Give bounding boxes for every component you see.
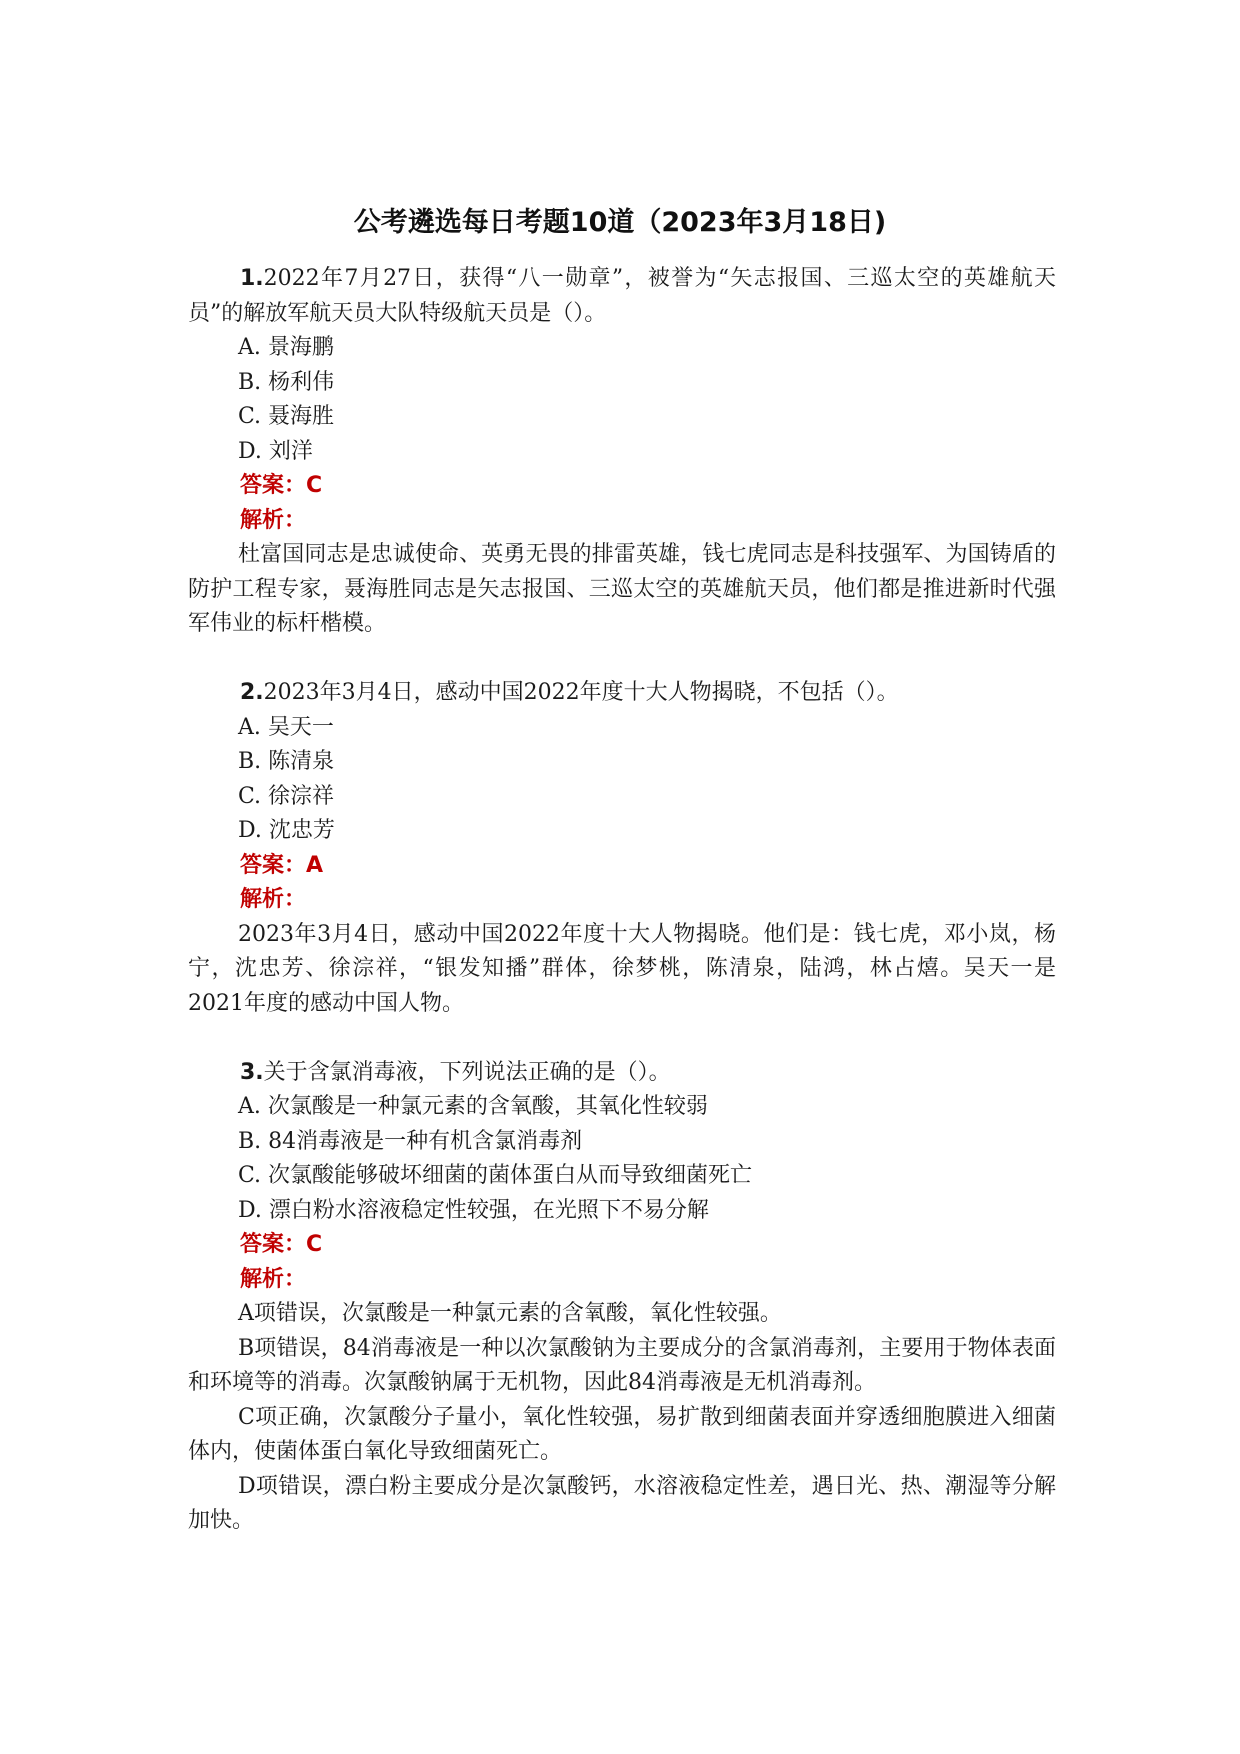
question-text: 关于含氯消毒液，下列说法正确的是（）。 bbox=[263, 1059, 671, 1085]
question-list bbox=[188, 262, 1056, 1573]
analysis-paragraph: D项错误，漂白粉主要成分是次氯酸钙，水溶液稳定性差，遇日光、热、潮湿等分解加快。 bbox=[188, 1473, 1056, 1533]
question-number: 2. bbox=[240, 680, 264, 705]
answer-prefix: 答案： bbox=[240, 473, 307, 498]
answer-line bbox=[188, 849, 1056, 884]
analysis-paragraph: C项正确，次氯酸分子量小，氧化性较强，易扩散到细菌表面并穿透细胞膜进入细菌体内，使菌体蛋白氧化导致细菌死亡。 bbox=[188, 1404, 1056, 1464]
question-stem bbox=[188, 262, 1056, 331]
answer-value: C bbox=[306, 1232, 323, 1257]
answer-line bbox=[188, 1228, 1056, 1263]
analysis-paragraph: 杜富国同志是忠诚使命、英勇无畏的排雷英雄，钱七虎同志是科技强军、为国铸盾的防护工程专家，聂海胜同志是矢志报国、三巡太空的英雄航天员，他们都是推进新时代强军伟业的标杆楷模。 bbox=[188, 542, 1056, 636]
option-a: A. 次氯酸是一种氯元素的含氧酸，其氧化性较弱 bbox=[238, 1094, 708, 1119]
question-3 bbox=[188, 1056, 1056, 1539]
question-text: 2022年7月27日，获得“八一勋章”，被誉为“矢志报国、三巡太空的英雄航天员”的解放军航天员大队特级航天员是（）。 bbox=[188, 266, 1056, 326]
option-a: A. 吴天一 bbox=[238, 714, 334, 740]
question-2 bbox=[188, 676, 1056, 1021]
question-text: 2023年3月4日，感动中国2022年度十大人物揭晓，不包括（）。 bbox=[263, 680, 899, 705]
option-c: C. 聂海胜 bbox=[238, 404, 335, 429]
analysis-label: 解析： bbox=[240, 1266, 307, 1292]
option-d: D. 刘洋 bbox=[238, 438, 313, 464]
analysis-paragraph: 2023年3月4日，感动中国2022年度十大人物揭晓。他们是：钱七虎，邓小岚，杨宁，沈忠芳、徐淙祥，“银发知播”群体，徐梦桃，陈清泉，陆鸿，林占熺。吴天一是2021年度的感动中国人物。 bbox=[188, 921, 1056, 1016]
option-b: B. 陈清泉 bbox=[238, 749, 335, 774]
option-d: D. 漂白粉水溶液稳定性较强，在光照下不易分解 bbox=[238, 1197, 709, 1223]
question-number: 1. bbox=[240, 266, 264, 291]
option-c: C. 次氯酸能够破坏细菌的菌体蛋白从而导致细菌死亡 bbox=[238, 1163, 753, 1188]
analysis-label: 解析： bbox=[240, 887, 307, 912]
option-b: B. 杨利伟 bbox=[238, 369, 335, 395]
question-1 bbox=[188, 262, 1056, 642]
option-c: C. 徐淙祥 bbox=[238, 783, 335, 809]
answer-prefix: 答案： bbox=[240, 1232, 307, 1257]
analysis-paragraph: B项错误，84消毒液是一种以次氯酸钠为主要成分的含氯消毒剂，主要用于物体表面和环境等的消毒。次氯酸钠属于无机物，因此84消毒液是无机消毒剂。 bbox=[188, 1335, 1056, 1395]
answer-value: A bbox=[306, 852, 324, 878]
option-b: B. 84消毒液是一种有机含氯消毒剂 bbox=[238, 1128, 583, 1154]
analysis-paragraph: A项错误，次氯酸是一种氯元素的含氧酸，氧化性较强。 bbox=[238, 1301, 782, 1326]
answer-prefix: 答案： bbox=[240, 852, 307, 878]
question-number: 3. bbox=[240, 1059, 264, 1085]
analysis-label: 解析： bbox=[240, 507, 307, 533]
answer-value: C bbox=[306, 473, 323, 498]
page-title: 公考遴选每日考题10道（2023年3月18日) bbox=[353, 207, 887, 238]
answer-line bbox=[188, 469, 1056, 504]
question-stem bbox=[188, 676, 1056, 711]
option-a: A. 景海鹏 bbox=[238, 335, 334, 360]
option-d: D. 沈忠芳 bbox=[238, 818, 335, 843]
question-stem bbox=[188, 1056, 1056, 1091]
